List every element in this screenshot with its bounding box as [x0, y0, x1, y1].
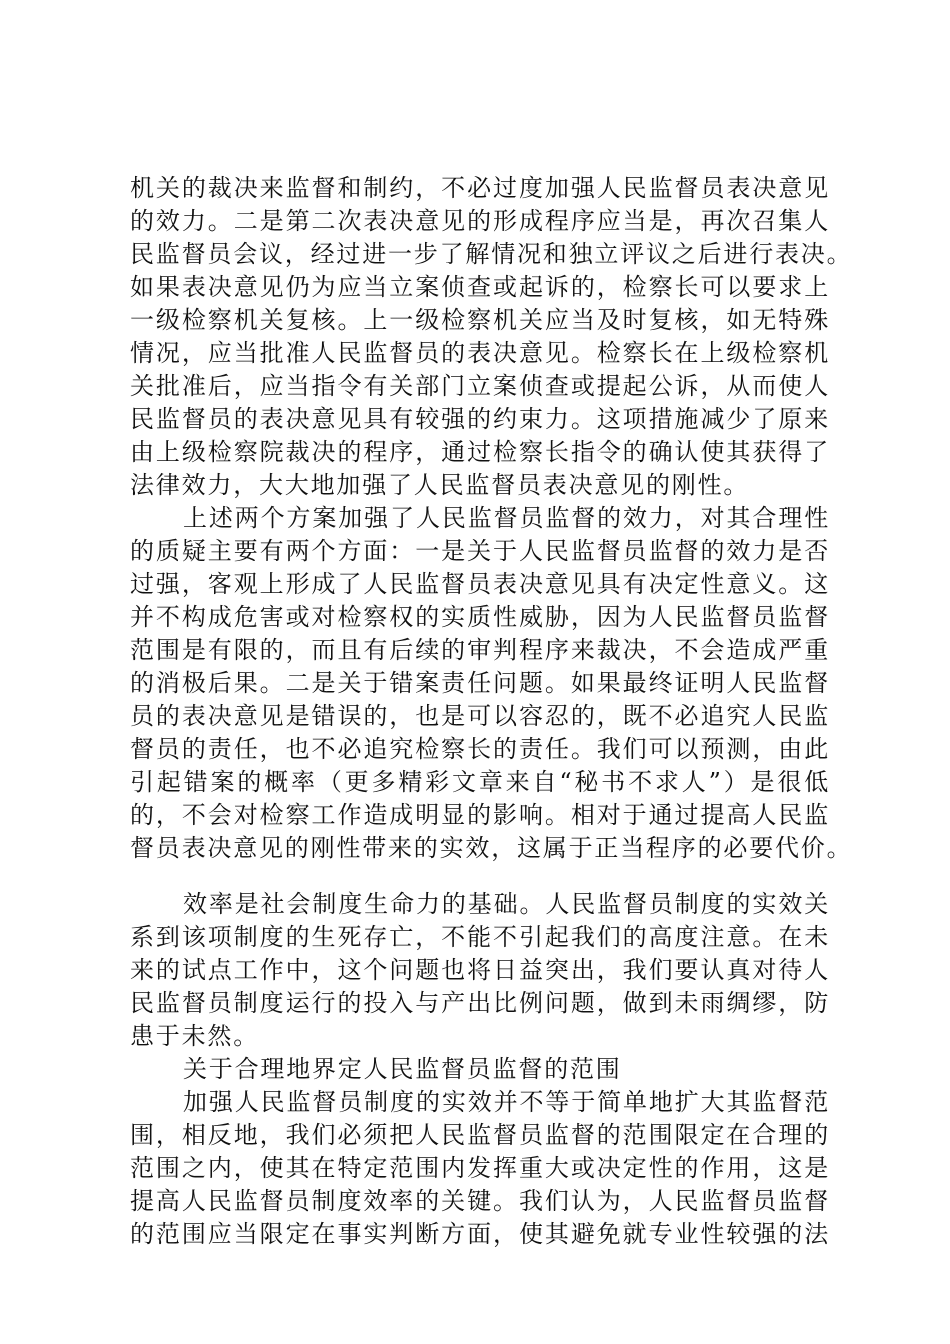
text-line: 一级检察机关复核。上一级检察机关应当及时复核，如无特殊	[130, 306, 830, 334]
section-heading: 关于合理地界定人民监督员监督的范围	[183, 1055, 622, 1083]
text-line: 的质疑主要有两个方面：一是关于人民监督员监督的效力是否	[130, 537, 830, 565]
text-line: 提高人民监督员制度效率的关键。我们认为，人民监督员监督	[130, 1187, 830, 1215]
text-line: 督员的责任，也不必追究检察长的责任。我们可以预测，由此	[130, 735, 830, 763]
text-line: 民监督员的表决意见具有较强的约束力。这项措施减少了原来	[130, 405, 830, 433]
text-line: 并不构成危害或对检察权的实质性威胁，因为人民监督员监督	[130, 603, 830, 631]
text-line: 范围是有限的，而且有后续的审判程序来裁决，不会造成严重	[130, 636, 830, 664]
text-line: 关批准后，应当指令有关部门立案侦查或提起公诉，从而使人	[130, 372, 830, 400]
text-line: 民监督员制度运行的投入与产出比例问题，做到未雨绸缪，防	[130, 989, 830, 1017]
text-line: 患于未然。	[130, 1022, 259, 1050]
paragraph-first-line: 加强人民监督员制度的实效并不等于简单地扩大其监督范	[183, 1088, 830, 1116]
text-line: 系到该项制度的生死存亡，不能不引起我们的高度注意。在未	[130, 923, 830, 951]
text-line: 法律效力，大大地加强了人民监督员表决意见的刚性。	[130, 471, 750, 499]
text-line: 范围之内，使其在特定范围内发挥重大或决定性的作用，这是	[130, 1154, 830, 1182]
text-line: 的消极后果。二是关于错案责任问题。如果最终证明人民监督	[130, 669, 830, 697]
text-line: 的效力。二是第二次表决意见的形成程序应当是，再次召集人	[130, 207, 830, 235]
text-line: 的，不会对检察工作造成明显的影响。相对于通过提高人民监	[130, 801, 830, 829]
paragraph-gap	[130, 865, 830, 888]
text-line: 民监督员会议，经过进一步了解情况和独立评议之后进行表决。	[130, 240, 853, 268]
text-line: 由上级检察院裁决的程序，通过检察长指令的确认使其获得了	[130, 438, 830, 466]
text-line: 来的试点工作中，这个问题也将日益突出，我们要认真对待人	[130, 956, 830, 984]
text-line: 过强，客观上形成了人民监督员表决意见具有决定性意义。这	[130, 570, 830, 598]
text-line: 机关的裁决来监督和制约，不必过度加强人民监督员表决意见	[130, 174, 830, 202]
text-line: 员的表决意见是错误的，也是可以容忍的，既不必追究人民监	[130, 702, 830, 730]
text-line: 督员表决意见的刚性带来的实效，这属于正当程序的必要代价。	[130, 834, 853, 862]
text-line: 的范围应当限定在事实判断方面，使其避免就专业性较强的法	[130, 1220, 830, 1248]
text-line: 围，相反地，我们必须把人民监督员监督的范围限定在合理的	[130, 1121, 830, 1149]
paragraph-first-line: 上述两个方案加强了人民监督员监督的效力，对其合理性	[183, 504, 830, 532]
text-line: 情况，应当批准人民监督员的表决意见。检察长在上级检察机	[130, 339, 830, 367]
document-page	[130, 172, 853, 1251]
text-line: 引起错案的概率（更多精彩文章来自“秘书不求人”）是很低	[130, 768, 830, 796]
text-line: 如果表决意见仍为应当立案侦查或起诉的，检察长可以要求上	[130, 273, 830, 301]
paragraph-first-line: 效率是社会制度生命力的基础。人民监督员制度的实效关	[183, 890, 830, 918]
